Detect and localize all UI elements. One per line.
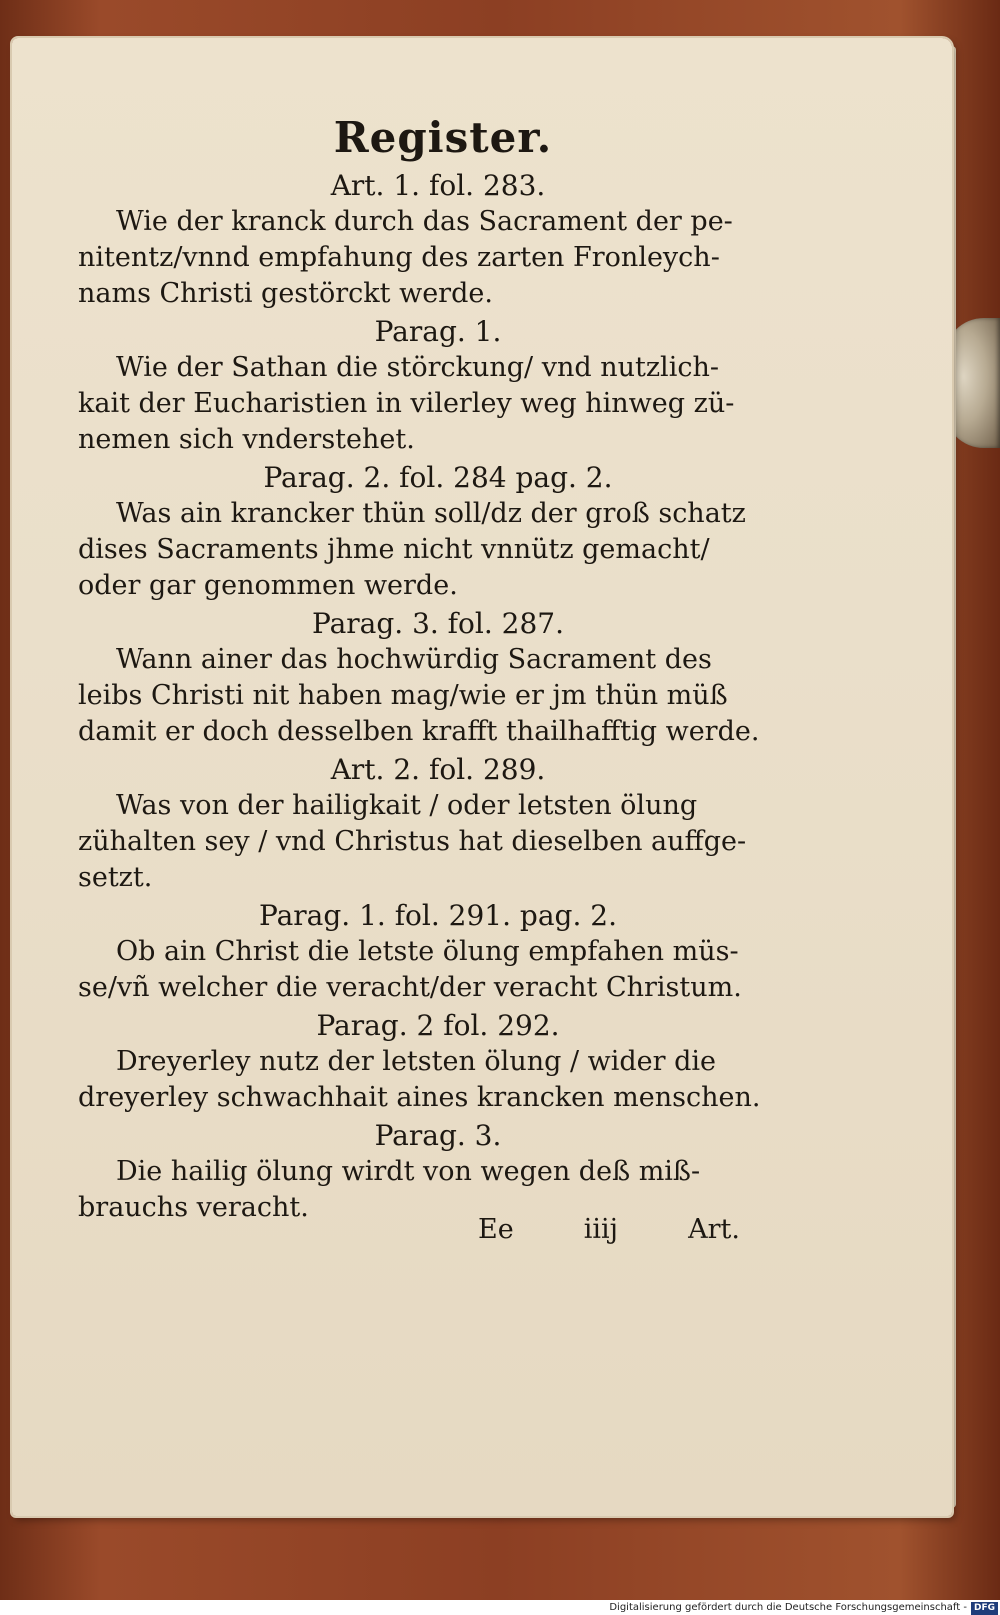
section-heading: Parag. 2 fol. 292. [316, 1009, 560, 1042]
catchword: Art. [688, 1214, 740, 1245]
entry-line: oder gar genommen werde. [78, 570, 458, 601]
digitization-credit [0, 1600, 1000, 1615]
dfg-logo: DFG [971, 1602, 998, 1615]
entry-line: Wann ainer das hochwürdig Sacrament des [116, 644, 712, 675]
entry-line: Ob ain Christ die letste ölung empfahen müs- [116, 936, 739, 967]
entry-line: Die hailig ölung wirdt von wegen deß miß- [116, 1156, 701, 1187]
credit-text: Digitalisierung gefördert durch die Deutsche Forschungsgemeinschaft - [609, 1602, 967, 1613]
section-entry [78, 642, 760, 750]
entry-line: brauchs veracht. [78, 1192, 309, 1223]
section-entry [78, 1044, 761, 1116]
entry-line: nitentz/vnnd empfahung des zarten Fronleych- [78, 242, 720, 273]
entry-line: Wie der Sathan die störckung/ vnd nutzlich- [116, 352, 719, 383]
section-heading: Art. 2. fol. 289. [330, 753, 546, 786]
signature-number: iiij [583, 1214, 619, 1245]
entry-line: dreyerley schwachhait aines krancken menschen. [78, 1082, 761, 1113]
running-head: Register. [333, 113, 553, 162]
section-entry [78, 496, 746, 604]
entry-line: Was ain krancker thün soll/dz der groß schatz [116, 498, 746, 529]
entry-line: nemen sich vnderstehet. [78, 424, 415, 455]
entry-line: zühalten sey / vnd Christus hat dieselben auffge- [78, 826, 747, 857]
entry-line: kait der Eucharistien in vilerley weg hinweg zü- [78, 388, 735, 419]
page-text [78, 100, 761, 1228]
entry-line: Dreyerley nutz der letsten ölung / wider die [116, 1046, 717, 1077]
entry-line: se/vñ welcher die veracht/der veracht Christum. [78, 972, 742, 1003]
entry-line: Was von der hailigkait / oder letsten ölung [116, 790, 698, 821]
register-entries [78, 168, 761, 1226]
section-entry [78, 788, 747, 896]
section-heading: Parag. 3. fol. 287. [311, 607, 564, 640]
entry-line: setzt. [78, 862, 153, 893]
section-entry [78, 350, 738, 458]
section-heading: Parag. 1. fol. 291. pag. 2. [259, 899, 617, 932]
section-heading: Parag. 1. [374, 315, 502, 348]
entry-line: nams Christi gestörckt werde. [78, 278, 493, 309]
section-entry [78, 204, 738, 312]
page-footer [478, 1214, 740, 1245]
section-heading: Art. 1. fol. 283. [330, 169, 546, 202]
entry-line: dises Sacraments jhme nicht vnnütz gemacht/ [78, 534, 710, 565]
section-entry [78, 934, 742, 1006]
entry-line: Wie der kranck durch das Sacrament der pe- [116, 206, 733, 237]
signature-mark: Ee [478, 1214, 514, 1245]
section-heading: Parag. 3. [374, 1119, 502, 1152]
section-heading: Parag. 2. fol. 284 pag. 2. [263, 461, 613, 494]
entry-line: leibs Christi nit haben mag/wie er jm thün müß [78, 680, 728, 711]
entry-line: damit er doch desselben krafft thailhafftig werde. [78, 716, 760, 747]
